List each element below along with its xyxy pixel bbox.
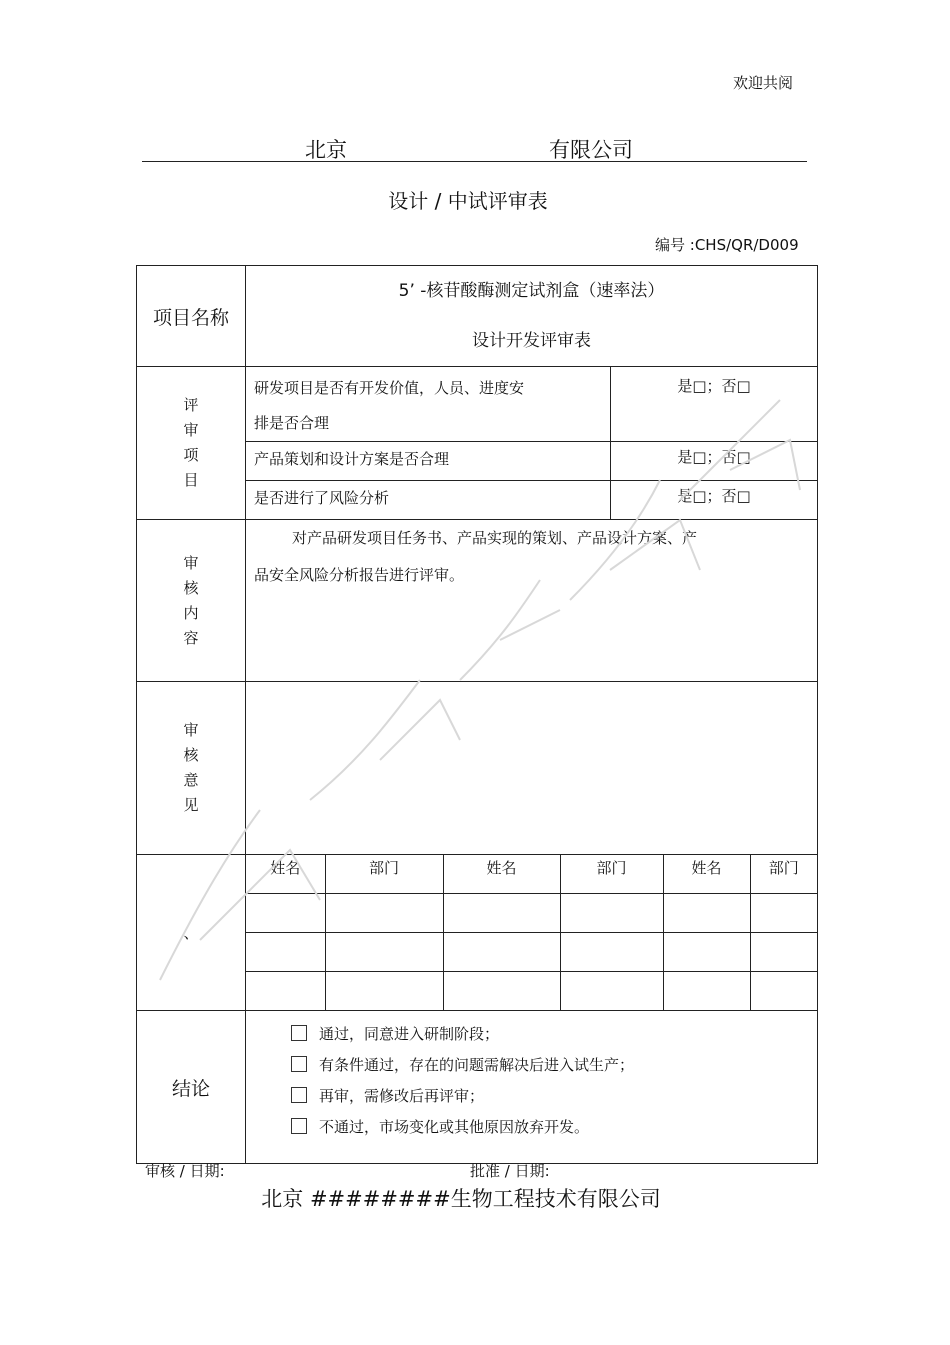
signature-cell[interactable]: [246, 933, 325, 972]
conclusion-option[interactable]: [291, 1081, 817, 1112]
review-question: 是否进行了风险分析: [246, 481, 611, 520]
form-code: 编号 :CHS/QR/D009: [655, 236, 799, 254]
project-name-line1: 5’ -核苷酸酶测定试剂盒（速率法）: [398, 281, 665, 301]
review-opinion-label-char: 审: [183, 721, 199, 739]
signature-cell[interactable]: [663, 972, 750, 1011]
conclusion-option-label: 不通过，市场变化或其他原因放弃开发。: [319, 1118, 590, 1136]
signature-cell[interactable]: [663, 894, 750, 933]
review-question-line: 排是否合理: [254, 414, 330, 432]
signature-cell[interactable]: [325, 894, 443, 933]
conclusion-option[interactable]: [291, 1019, 817, 1050]
review-items-label: [137, 367, 246, 520]
review-items-label-char: 目: [183, 471, 199, 489]
review-opinion-label-char: 见: [183, 796, 199, 814]
company-underline: [142, 161, 807, 162]
signature-header: 部门: [750, 855, 817, 894]
company-name-right: 有限公司: [549, 138, 633, 162]
review-content-label-char: 核: [183, 578, 199, 597]
review-items-label-char: 项: [183, 446, 199, 464]
review-form-table: [136, 265, 818, 1164]
signature-cell[interactable]: [560, 894, 663, 933]
review-items-label-char: 审: [183, 421, 199, 439]
footer-review-date: 审核 / 日期:: [145, 1162, 225, 1180]
signature-header: 姓名: [443, 855, 560, 894]
header-note: 欢迎共阅: [733, 74, 794, 92]
signature-cell[interactable]: [246, 894, 325, 933]
conclusion-option-label: 再审，需修改后再评审；: [319, 1087, 485, 1105]
review-question: [246, 367, 611, 442]
conclusion-option-label: 通过，同意进入研制阶段；: [319, 1025, 500, 1043]
signature-cell[interactable]: [560, 933, 663, 972]
review-answer-checkbox[interactable]: 是□；否□: [611, 442, 818, 481]
signature-cell[interactable]: [325, 933, 443, 972]
signature-cell[interactable]: [750, 933, 817, 972]
checkbox-icon[interactable]: [291, 1118, 307, 1134]
review-opinion-label-char: 意: [183, 771, 199, 789]
signature-cell[interactable]: [750, 972, 817, 1011]
signature-cell[interactable]: [750, 894, 817, 933]
signature-row: [246, 972, 817, 1011]
review-answer-checkbox[interactable]: 是□；否□: [611, 367, 818, 442]
signature-row: [246, 894, 817, 933]
review-question-line: 研发项目是否有开发价值，人员、进度安: [254, 379, 525, 397]
footer-approve-date: 批准 / 日期:: [470, 1162, 550, 1180]
conclusion-option-label: 有条件通过，存在的问题需解决后进入试生产；: [319, 1056, 635, 1074]
signature-cell[interactable]: [443, 972, 560, 1011]
review-content-label-char: 容: [183, 628, 199, 647]
review-question: 产品策划和设计方案是否合理: [246, 442, 611, 481]
signature-grid-cell: [246, 855, 818, 1011]
project-name-cell: [246, 266, 818, 367]
signature-cell[interactable]: [325, 972, 443, 1011]
conclusion-option[interactable]: [291, 1050, 817, 1081]
review-items-label-char: 评: [183, 396, 199, 414]
review-content-label: [137, 520, 246, 682]
signature-cell[interactable]: [663, 933, 750, 972]
review-answer-checkbox[interactable]: 是□；否□: [611, 481, 818, 520]
review-content-label-char: 审: [183, 553, 199, 572]
review-content-line: 对产品研发项目任务书、产品实现的策划、产品设计方案、产: [292, 529, 698, 547]
checkbox-icon[interactable]: [291, 1056, 307, 1072]
signature-cell[interactable]: [560, 972, 663, 1011]
signature-header: 姓名: [246, 855, 325, 894]
review-opinion-label-char: 核: [183, 746, 199, 764]
signature-cell[interactable]: [443, 894, 560, 933]
signature-cell[interactable]: [246, 972, 325, 1011]
footer-company-name: 北京 ########生物工程技术有限公司: [261, 1187, 661, 1211]
signature-header: 姓名: [663, 855, 750, 894]
form-title: 设计 / 中试评审表: [388, 189, 548, 213]
signature-header: 部门: [560, 855, 663, 894]
signature-table: [246, 855, 817, 1010]
review-content-line: 品安全风险分析报告进行评审。: [254, 566, 465, 584]
conclusion-label: 结论: [137, 1011, 246, 1164]
signature-header-row: [246, 855, 817, 894]
signature-cell[interactable]: [443, 933, 560, 972]
conclusion-option[interactable]: [291, 1112, 817, 1143]
review-opinion-input-area[interactable]: [246, 682, 818, 855]
checkbox-icon[interactable]: [291, 1087, 307, 1103]
signature-side-label: 、: [137, 855, 246, 1011]
signature-header: 部门: [325, 855, 443, 894]
project-name-label: 项目名称: [137, 266, 246, 367]
review-content-label-char: 内: [183, 603, 199, 622]
checkbox-icon[interactable]: [291, 1025, 307, 1041]
review-content-text: [246, 520, 818, 682]
review-opinion-label: [137, 682, 246, 855]
conclusion-options: [246, 1011, 818, 1164]
project-name-line2: 设计开发评审表: [472, 331, 591, 351]
signature-row: [246, 933, 817, 972]
company-name-left: 北京: [305, 138, 347, 162]
